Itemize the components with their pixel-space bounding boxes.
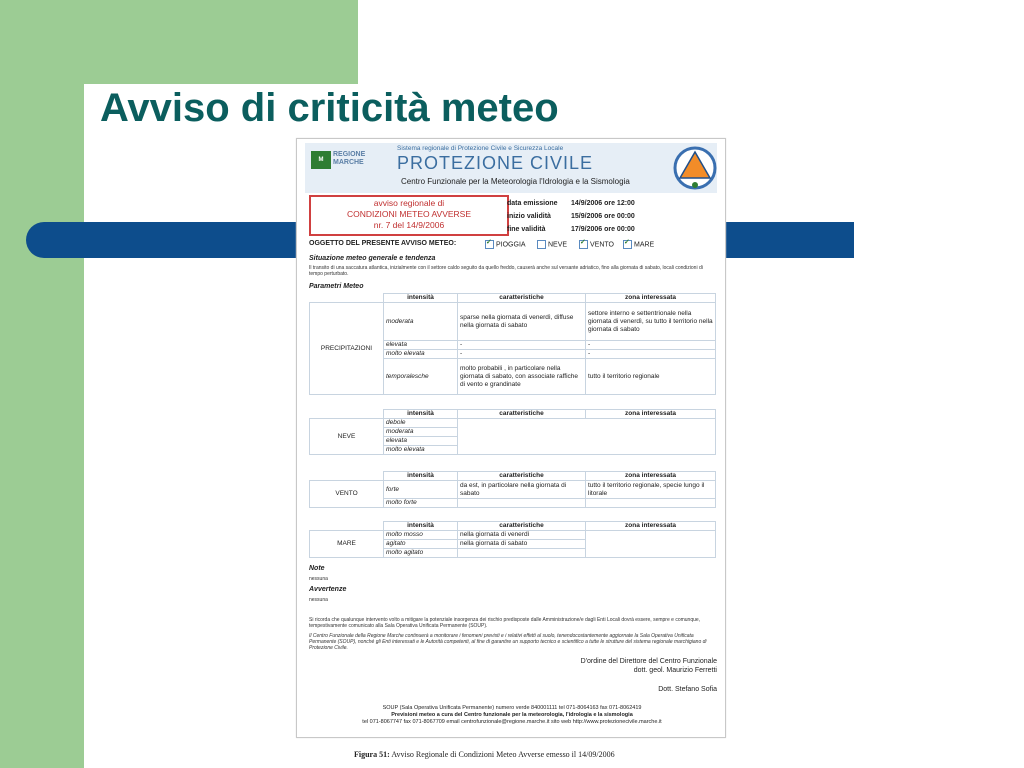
regione-marche-logo: M: [311, 151, 331, 169]
note-heading: Note: [309, 565, 325, 572]
checkbox-icon: [623, 240, 632, 249]
situazione-text: Il transito di una saccatura atlantica, inizialmente con il settore caldo seguito da quello freddo, causerà anche sul versante adriatico, fino alla giornata di sabato, locali condizioni di tempo perturbato.: [309, 265, 703, 277]
table-row: elevata: [310, 437, 716, 446]
neve-table: [309, 409, 716, 455]
checkbox-mare: ✓ MARE: [623, 240, 654, 249]
signature-block: D'ordine del Direttore del Centro Funzionale dott. geol. Maurizio Ferretti Dott. Stefano Sofia: [580, 658, 717, 693]
background-green-side: [0, 84, 84, 768]
mare-table: [309, 521, 716, 558]
dates-block: [507, 197, 635, 236]
table-header-row: intensità caratteristiche zona interessata: [310, 294, 716, 303]
table-row: NEVE debole: [310, 419, 716, 428]
avvertenze-text: nessuna: [309, 597, 328, 603]
note-text: nessuna: [309, 576, 328, 582]
header-subtitle: Sistema regionale di Protezione Civile e Sicurezza Locale: [397, 145, 564, 152]
footer-notice: Si ricorda che qualunque intervento volto a mitigare la potenziale insorgenza dei rischio predisposte dalle Amministrazione/e dagli Enti Locali dovrà essere, sempre e comunque, tempestivamente comunicato alla Sala Operativa Unificata Permanente (SOUP).: [309, 617, 701, 629]
avviso-box: avviso regionale di CONDIZIONI METEO AVVERSE nr. 7 del 14/9/2006: [309, 195, 509, 236]
table-row: elevata - -: [310, 341, 716, 350]
table-row: VENTO forte da est, in particolare nella giornata di sabato tutto il territorio regionale, specie lungo il litorale: [310, 481, 716, 499]
header-center-name: Centro Funzionale per la Meteorologia l'Idrologia e la Sismologia: [401, 177, 630, 186]
vento-table: [309, 471, 716, 508]
table-row: molto agitato: [310, 549, 716, 558]
table-row: moderata: [310, 428, 716, 437]
table-row: molto elevata - -: [310, 350, 716, 359]
checkbox-icon: [537, 240, 546, 249]
table-row: PRECIPITAZIONI moderata sparse nella giornata di venerdì, diffuse nella giornata di sabato settore interno e settentrionale nella giornata di venerdì, su tutto il territorio nella giornata di sabato: [310, 303, 716, 341]
table-header-row: intensità caratteristiche zona interessata: [310, 410, 716, 419]
protezione-civile-emblem-icon: [673, 145, 717, 191]
background-green-top: [0, 0, 358, 84]
checkbox-pioggia: ✓ PIOGGIA: [485, 240, 526, 249]
table-row: molto elevata: [310, 446, 716, 455]
table-row: agitato nella giornata di sabato: [310, 540, 716, 549]
table-row: molto forte: [310, 499, 716, 508]
table-header-row: intensità caratteristiche zona interessata: [310, 472, 716, 481]
parametri-heading: Parametri Meteo: [309, 283, 364, 290]
soup-contacts: SOUP (Sala Operativa Unificata Permanente) numero verde 840001111 tel 071-8064163 fax 071-8062419 Previsioni meteo a cura del Centro funzionale per la meteorologia, l'idrologia e la sismologia tel 071-8067747 fax 071-8067709 email centrofunzionale@regione.marche.it sito web http://www.protezionecivile.marche.it: [362, 705, 662, 725]
checkbox-icon: [485, 240, 494, 249]
table-row: temporalesche molto probabili , in particolare nella giornata di sabato, con associate raffiche di vento e grandinate tutto il territorio regionale: [310, 359, 716, 395]
document-header: [305, 143, 717, 193]
table-row: MARE molto mosso nella giornata di venerdì: [310, 531, 716, 540]
slide-title: Avviso di criticità meteo: [100, 86, 559, 130]
table-header-row: intensità caratteristiche zona interessata: [310, 522, 716, 531]
checkbox-icon: [579, 240, 588, 249]
document-image: [296, 138, 726, 738]
date-row: data emissione 14/9/2006 ore 12:00: [507, 200, 635, 207]
precipitazioni-table: [309, 293, 716, 395]
footer-centro-funzionale: Il Centro Funzionale della Regione Marche continuerà a monitorare i fenomeni previsti e i relativi effetti al suolo, tenendocostantemente aggiornate la Sala Operativa Unificata Permanente (SOUP), nonché gli Enti interessati e le Autorità competenti, al fine di garantire un supporto tecnico e scientifico a tutte le strutture del sistema regionale marchigiano di Protezione Civile.: [309, 633, 707, 651]
avvertenze-heading: Avvertenze: [309, 586, 347, 593]
checkbox-neve: NEVE: [537, 240, 567, 249]
figure-caption: Figura 51: Avviso Regionale di Condizioni Meteo Avverse emesso il 14/09/2006: [354, 750, 615, 759]
logo-label: REGIONE MARCHE: [333, 151, 366, 166]
oggetto-label: OGGETTO DEL PRESENTE AVVISO METEO:: [309, 240, 457, 247]
header-title: PROTEZIONE CIVILE: [397, 153, 594, 173]
date-row: fine validità 17/9/2006 ore 00:00: [507, 226, 635, 233]
date-row: inizio validità 15/9/2006 ore 00:00: [507, 213, 635, 220]
situazione-heading: Situazione meteo generale e tendenza: [309, 255, 436, 262]
checkbox-vento: ✓ VENTO: [579, 240, 614, 249]
